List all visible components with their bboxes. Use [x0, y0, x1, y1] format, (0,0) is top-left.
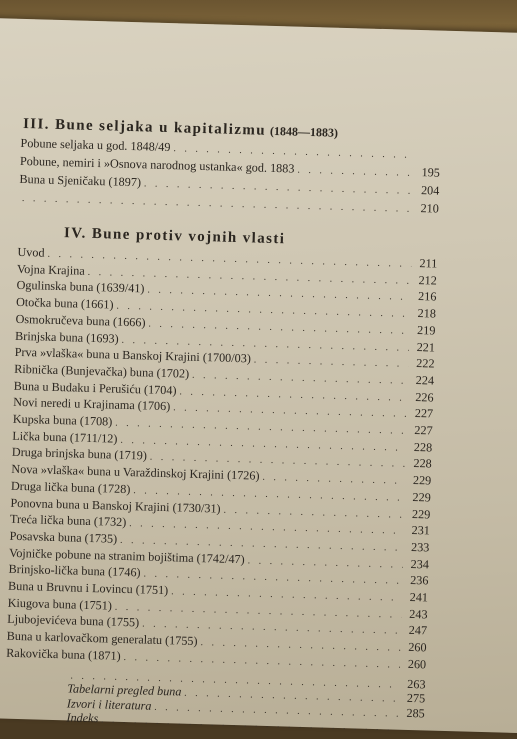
- page-number: 229: [405, 473, 431, 488]
- page-number: 227: [406, 423, 432, 438]
- entry-title: Vojničke pobune na stranim bojištima (1742/47): [9, 545, 248, 566]
- section-3-title: III. Bune seljaka u kapitalizmu: [23, 116, 266, 139]
- page-number: 260: [400, 657, 426, 672]
- page-number: 219: [409, 323, 435, 338]
- book-page: [0, 18, 517, 733]
- entry-title: Druga brinjska buna (1719): [12, 445, 150, 464]
- entry-title: Buna u Budaku i Perušiću (1704): [14, 378, 180, 397]
- page-number: 195: [414, 164, 440, 181]
- page-number: 221: [409, 339, 435, 354]
- page-number: 229: [404, 506, 430, 521]
- entry-title: Otočka buna (1661): [16, 295, 117, 313]
- page-number: 226: [407, 389, 433, 404]
- page-number: 228: [406, 440, 432, 455]
- page-number: 210: [413, 200, 439, 217]
- entry-title: Rakovička buna (1871): [6, 646, 124, 664]
- entry-title: Ogulinska buna (1639/41): [16, 278, 147, 296]
- entry-title: Posavska buna (1735): [9, 529, 120, 547]
- page-number: 243: [401, 606, 427, 621]
- entry-title: Treća lička buna (1732): [10, 512, 130, 530]
- entry-title: Druga lička buna (1728): [11, 479, 134, 497]
- page-number: 241: [402, 590, 428, 605]
- page-number: 216: [410, 289, 436, 304]
- entry-title: Kupska buna (1708): [13, 412, 116, 430]
- entry-title: Tabelarni pregled buna: [67, 683, 185, 699]
- page-number: [414, 158, 440, 159]
- page-number: 204: [413, 182, 439, 199]
- entry-title: Brinjska buna (1693): [15, 328, 122, 346]
- entry-title: Brinjsko-lička buna (1746): [8, 562, 143, 580]
- entry-title: Kiugova buna (1751): [7, 595, 115, 613]
- entry-title: Prva »vlaška« buna u Banskoj Krajini (1700/03): [14, 345, 254, 366]
- page-number: 231: [404, 523, 430, 538]
- entry-title: Buna u karlovačkom generalatu (1755): [7, 629, 201, 649]
- page-number: 228: [406, 456, 432, 471]
- entry-title: Izvori i literatura: [67, 697, 155, 712]
- section-3-list: [19, 135, 441, 219]
- page-number: 211: [411, 256, 437, 271]
- page-number: 233: [403, 540, 429, 555]
- page-number: [398, 731, 424, 732]
- entry-title: Pobune seljaka u god. 1848/49: [20, 135, 173, 155]
- page-number: 212: [411, 273, 437, 288]
- section-heading-4: IV. Bune protiv vojnih vlasti: [64, 224, 438, 252]
- page-number: 222: [408, 356, 434, 371]
- page-number: 247: [401, 623, 427, 638]
- entry-title: Osmokručeva buna (1666): [15, 312, 148, 330]
- table-of-contents: [4, 115, 441, 736]
- page-number: 275: [399, 692, 425, 705]
- entry-title: Pobune, nemiri i »Osnova narodnog ustanka« god. 1883: [20, 153, 298, 177]
- entry-title: Lička buna (1711/12): [12, 429, 121, 447]
- entry-title: Buna u Bruvnu i Lovincu (1751): [8, 579, 171, 598]
- entry-title: Vojna Krajina: [17, 262, 88, 279]
- page-number: 234: [403, 556, 429, 571]
- page-number: 263: [399, 677, 425, 690]
- entry-title: Ribnička (Bunjevačka) buna (1702): [14, 362, 192, 382]
- dot-leader: [297, 163, 414, 182]
- page-number: 224: [408, 373, 434, 388]
- entry-title: Nova »vlaška« buna u Varaždinskoj Krajini (1726): [11, 462, 263, 484]
- entry-title: Ljubojevićeva buna (1755): [7, 612, 142, 630]
- section-3-dates: (1848—1883): [270, 124, 338, 140]
- page-number: 218: [410, 306, 436, 321]
- back-matter-list: [66, 668, 425, 736]
- page-number: 227: [407, 406, 433, 421]
- entry-title: Ponovna buna u Banskoj Krajini (1730/31): [10, 495, 224, 516]
- page-number: 236: [402, 573, 428, 588]
- entry-title: Buna u Sjeničaku (1897): [19, 171, 144, 190]
- section-4-list: [6, 245, 437, 674]
- entry-title: Novi neredi u Krajinama (1706): [13, 395, 173, 414]
- entry-title: Indeks: [66, 711, 101, 724]
- page-number: 285: [399, 706, 425, 719]
- entry-title: Uvod: [17, 245, 47, 261]
- page-number: 260: [400, 640, 426, 655]
- page-number: 229: [405, 490, 431, 505]
